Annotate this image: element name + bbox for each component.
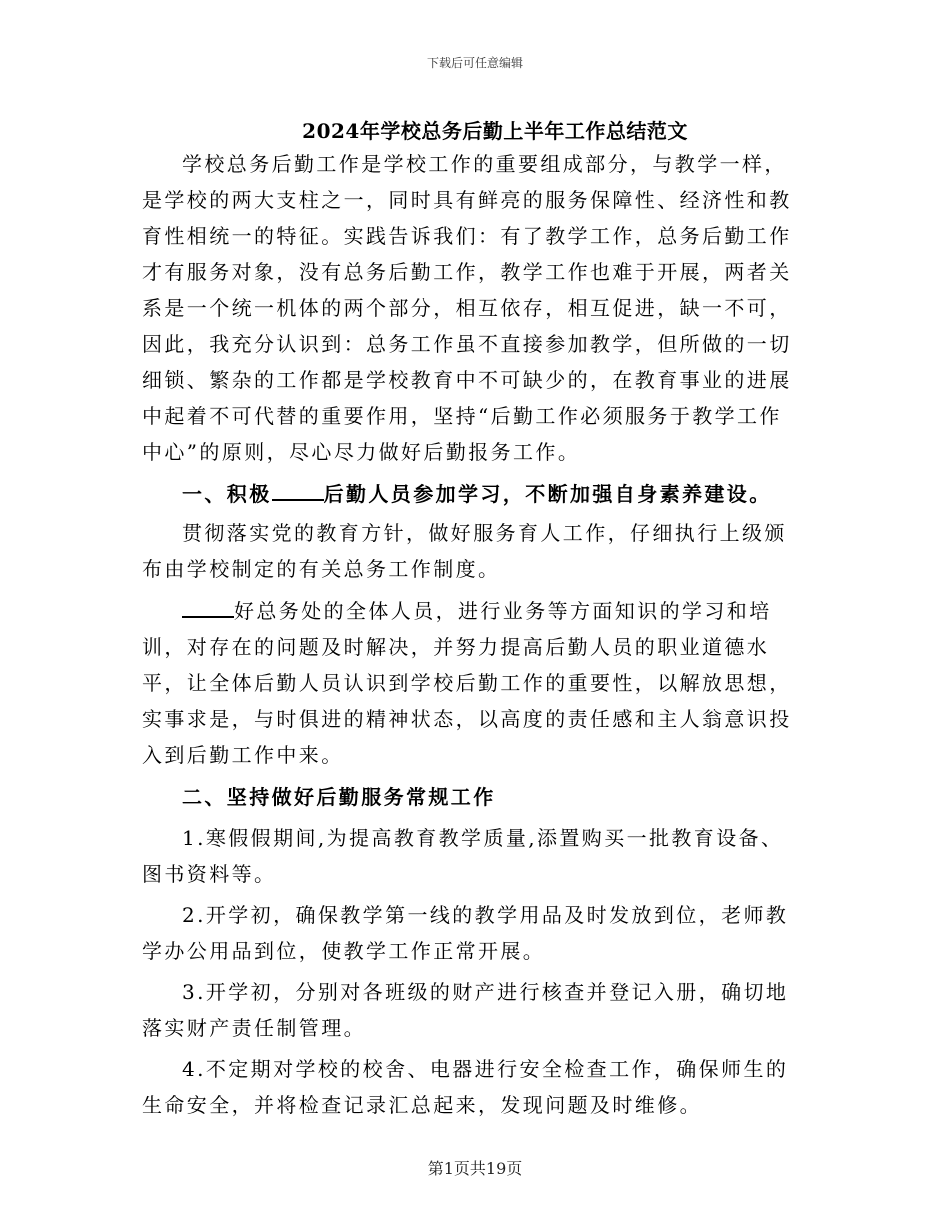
page-footer-number: 第1页共19页	[427, 1159, 523, 1178]
section-1-paragraph-2	[142, 593, 802, 773]
section-2-item: 3.开学初，分别对各班级的财产进行核查并登记入册，确切地落实财产责任制管理。	[142, 980, 789, 1040]
section-2-item: 2.开学初，确保教学第一线的教学用品及时发放到位，老师教学办公用品到位，使教学工作正常开展。	[142, 903, 789, 963]
section-2-item: 4.不定期对学校的校舍、电器进行安全检查工作，确保师生的生命安全，并将检查记录汇总起来，发现问题及时维修。	[142, 1057, 789, 1117]
blank-line	[272, 481, 324, 501]
section-1-paragraph-1: 贯彻落实党的教育方针，做好服务育人工作，仔细执行上级颁布由学校制定的有关总务工作制度。	[142, 521, 787, 581]
section-1-heading-suffix: 后勤人员参加学习，不断加强自身素养建设。	[323, 482, 772, 506]
document-body	[142, 146, 802, 1123]
intro-paragraph: 学校总务后勤工作是学校工作的重要组成部分，与教学一样，是学校的两大支柱之一，同时具有鲜亮的服务保障性、经济性和教育性相统一的特征。实践告诉我们：有了教学工作，总务后勤工作才有服务对象，没有总务后勤工作，教学工作也难于开展，两者关系是一个统一机体的两个部分，相互依存，相互促进，缺一不可，因此，我充分认识到：总务工作虽不直接参加教学，但所做的一切细锁、繁杂的工作都是学校教育中不可缺少的，在教育事业的进展中起着不可代替的重要作用，坚持“后勤工作必须服务于教学工作中心”的原则，尽心尽力做好后勤报务工作。	[142, 152, 792, 464]
section-1-heading-prefix: 一、积极	[182, 482, 272, 506]
page-header-note: 下载后可任意编辑	[426, 56, 523, 70]
blank-line	[182, 598, 234, 618]
section-2-item: 1.寒假假期间,为提高教育教学质量,添置购买一批教育设备、图书资料等。	[142, 826, 784, 886]
section-2-heading: 二、坚持做好后勤服务常规工作	[182, 785, 496, 809]
document-title: 2024年学校总务后勤上半年工作总结范文	[302, 119, 688, 143]
section-1-paragraph-2-text: 好总务处的全体人员，进行业务等方面知识的学习和培训，对存在的问题及时解决，并努力提高后勤人员的职业道德水平，让全体后勤人员认识到学校后勤工作的重要性，以解放思想，实事求是，与时俱进的精神状态，以高度的责任感和主人翁意识投入到后勤工作中来。	[142, 599, 792, 767]
section-1-heading	[142, 476, 802, 512]
